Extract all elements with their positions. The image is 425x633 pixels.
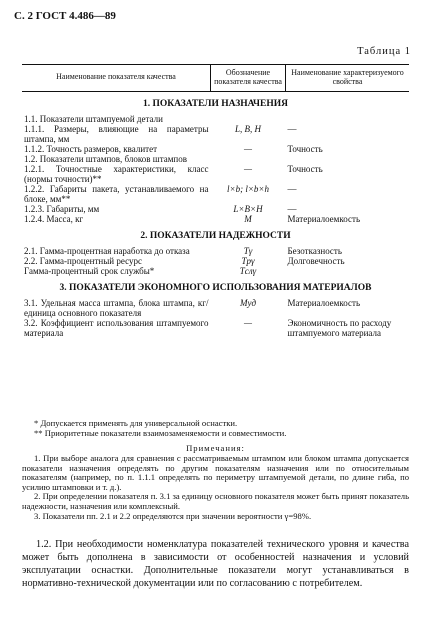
indicator-name-cell: 3.2. Коэффициент использования штампуемого материала [24, 318, 209, 339]
indicator-symbol-cell: L, B, H [234, 123, 261, 134]
note-1: 1. При выборе аналога для сравнения с рассматриваемым штампом или блоком штампа допускается показатели назначения определять по другим показателям назначения или по относительным показателям (например, по п. 1.1.1 определять по периметру штампуемой детали, по длине гиба, по усилию штамповки и т. д.). [22, 452, 409, 492]
indicator-name-cell: 3.1. Удельная масса штампа, блока штампа, кг/единица основного показателя [24, 297, 209, 318]
indicator-symbol-cell: Tγ [243, 246, 253, 257]
indicator-property-cell [286, 266, 410, 276]
indicator-property-cell [286, 114, 410, 124]
indicator-property-cell [286, 154, 410, 164]
indicator-name-cell: 1.1.1. Размеры, влияющие на параметры штампа, мм [24, 123, 209, 144]
indicator-property-cell: Материалоемкость [287, 214, 361, 225]
table-row [22, 214, 409, 224]
indicator-symbol-cell: L×B×H [233, 204, 263, 215]
table-header-row [22, 65, 409, 92]
indicator-symbol-cell: l×b; l×b×h [227, 184, 269, 195]
body-paragraph: 1.2. При необходимости номенклатура показателей технического уровня и качества может быть дополнена в зависимости от особенностей назначения и условий эксплуатации оснастки. Дополнительные показатели могут устанавливаться в нормативно-технической документации или по согласованию с потребителем. [22, 539, 409, 590]
table-row [22, 144, 409, 154]
indicator-name-cell: 1.1. Показатели штампуемой детали [24, 113, 163, 124]
notes-block [22, 419, 409, 521]
table-row [22, 154, 409, 164]
table-row [22, 164, 409, 184]
quality-indicators-table [22, 64, 409, 338]
column-header-symbol: Обозначение показателя качества [211, 65, 286, 92]
page-header: С. 2 ГОСТ 4.486—89 [14, 10, 116, 22]
table-row [22, 256, 409, 266]
table-row [22, 124, 409, 144]
indicator-property-cell: Точность [287, 163, 323, 174]
indicator-name-cell: 1.1.2. Точность размеров, квалитет [24, 143, 158, 154]
column-header-property: Наименование характеризуемого свойства [286, 65, 410, 92]
indicator-symbol-cell: — [243, 163, 252, 174]
note-3: 3. Показатели пп. 2.1 и 2.2 определяются при значении вероятности γ=98%. [34, 510, 312, 521]
indicator-name-cell: 1.2.2. Габариты пакета, устанавливаемого на блоке, мм** [24, 184, 209, 205]
indicator-property-cell: Точность [287, 143, 323, 154]
indicator-name-cell: Гамма-процентный срок службы* [24, 266, 155, 277]
section-heading-row [22, 91, 409, 113]
section-title: 1. ПОКАЗАТЕЛИ НАЗНАЧЕНИЯ [142, 98, 288, 109]
table-label: Таблица 1 [357, 46, 411, 57]
indicator-property-cell: — [287, 184, 297, 195]
indicator-name-cell: 1.2.3. Габариты, мм [24, 204, 100, 215]
table-row [22, 114, 409, 124]
table-row [22, 246, 409, 256]
section-heading-row [22, 224, 409, 246]
indicator-property-cell: Долговечность [287, 256, 345, 267]
column-header-name: Наименование показателя качества [22, 65, 211, 92]
table-row [22, 266, 409, 276]
footnote-1: * Допускается применять для универсальной оснастки. [34, 418, 238, 428]
indicator-symbol-cell: Tслγ [239, 266, 257, 277]
indicator-property-cell: — [287, 204, 297, 215]
indicator-symbol-cell: Mуд [239, 297, 257, 308]
footnote-2: ** Приоритетные показатели взаимозаменяемости и совместимости. [34, 427, 287, 438]
note-2: 2. При определении показателя п. 3.1 за единицу основного показателя может быть принят показатель надежности, назначения или комплексный. [22, 491, 409, 511]
indicator-symbol-cell: — [243, 143, 252, 154]
table-row [22, 318, 409, 338]
section-title: 3. ПОКАЗАТЕЛИ ЭКОНОМНОГО ИСПОЛЬЗОВАНИЯ МАТЕРИАЛОВ [59, 283, 372, 294]
table-row [22, 298, 409, 318]
indicator-name-cell: 1.2.1. Точностные характеристики, класс (нормы точности)** [24, 163, 209, 184]
indicator-name-cell: 2.1. Гамма-процентная наработка до отказа [24, 246, 190, 257]
indicator-symbol-cell: — [243, 318, 252, 329]
table-row [22, 184, 409, 204]
indicator-property-cell: Экономичность по расходу штампуемого материала [287, 318, 392, 339]
indicator-name-cell: 2.2. Гамма-процентный ресурс [24, 256, 142, 267]
indicator-property-cell: Материалоемкость [287, 297, 361, 308]
indicator-property-cell: — [287, 123, 297, 134]
notes-title: Примечания: [186, 443, 245, 454]
table-row [22, 204, 409, 214]
indicator-symbol-cell [211, 154, 286, 164]
indicator-symbol-cell [211, 114, 286, 124]
indicator-symbol-cell: M [244, 214, 252, 225]
section-heading-row [22, 276, 409, 298]
indicator-name-cell: 1.2. Показатели штампов, блоков штампов [24, 153, 188, 164]
indicator-name-cell: 1.2.4. Масса, кг [24, 214, 84, 225]
section-title: 2. ПОКАЗАТЕЛИ НАДЕЖНОСТИ [140, 231, 291, 242]
indicator-symbol-cell: Tрγ [241, 256, 255, 267]
table-body [22, 91, 409, 338]
indicator-property-cell: Безотказность [287, 246, 342, 257]
